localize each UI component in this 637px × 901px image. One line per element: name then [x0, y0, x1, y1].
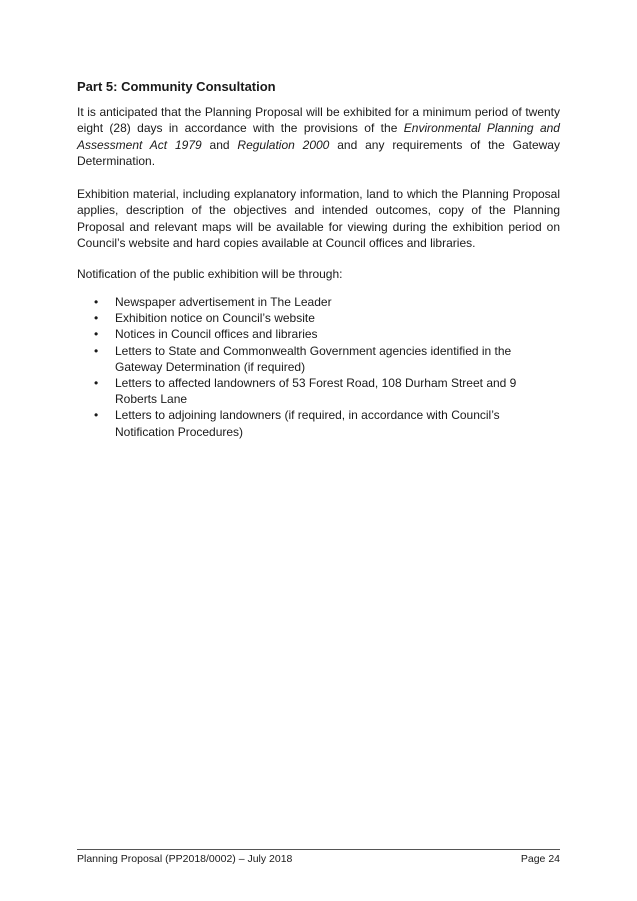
bullet-icon: • — [94, 343, 99, 358]
list-item — [77, 310, 560, 326]
list-item-text: Newspaper advertisement in The Leader — [115, 295, 332, 309]
list-item — [77, 326, 560, 342]
list-item-text: Exhibition notice on Council’s website — [115, 311, 315, 326]
regulation-title: Regulation 2000 — [237, 137, 330, 152]
paragraph-notification-intro: Notification of the public exhibition will be through: — [77, 267, 343, 281]
act-title: Environmental Planning and Assessment Act 1979 — [77, 121, 560, 152]
footer-document-title: Planning Proposal (PP2018/0002) – July 2018 — [77, 853, 293, 865]
paragraph-text: It is anticipated that the Planning Proposal will be exhibited for a minimum period of twenty eight (28) days in accordance with the provisions of the — [77, 105, 560, 136]
section-heading: Part 5: Community Consultation — [77, 79, 276, 94]
paragraph-exhibition-period — [77, 104, 560, 170]
list-item-text: Letters to State and Commonwealth Government agencies identified in the Gateway Determination (if required) — [115, 343, 512, 374]
bullet-icon: • — [94, 295, 99, 309]
list-item-text: Notices in Council offices and libraries — [115, 327, 318, 342]
notification-list — [77, 294, 560, 440]
paragraph-exhibition-material: Exhibition material, including explanatory information, land to which the Planning Proposal applies, description of the objectives and intended outcomes, copy of the Planning Proposal and relevant maps will be available for viewing during the exhibition period on Council’s website and hard copies available at Council offices and libraries. — [77, 187, 560, 251]
list-item — [77, 407, 560, 439]
footer-divider — [77, 849, 560, 850]
footer-page-number: Page 24 — [520, 853, 560, 865]
bullet-icon: • — [94, 311, 99, 326]
bullet-icon: • — [94, 376, 99, 391]
list-item — [77, 294, 560, 310]
bullet-icon: • — [94, 327, 99, 342]
list-item — [77, 375, 560, 407]
paragraph-text: and — [201, 137, 238, 152]
paragraph-text: and any requirements of the Gateway Determination. — [77, 137, 560, 169]
bullet-icon: • — [94, 408, 99, 423]
list-item-text: Letters to adjoining landowners (if required, in accordance with Council’s Notification Procedures) — [115, 408, 500, 439]
list-item-text: Letters to affected landowners of 53 Forest Road, 108 Durham Street and 9 Roberts Lane — [115, 376, 517, 407]
list-item — [77, 343, 560, 375]
